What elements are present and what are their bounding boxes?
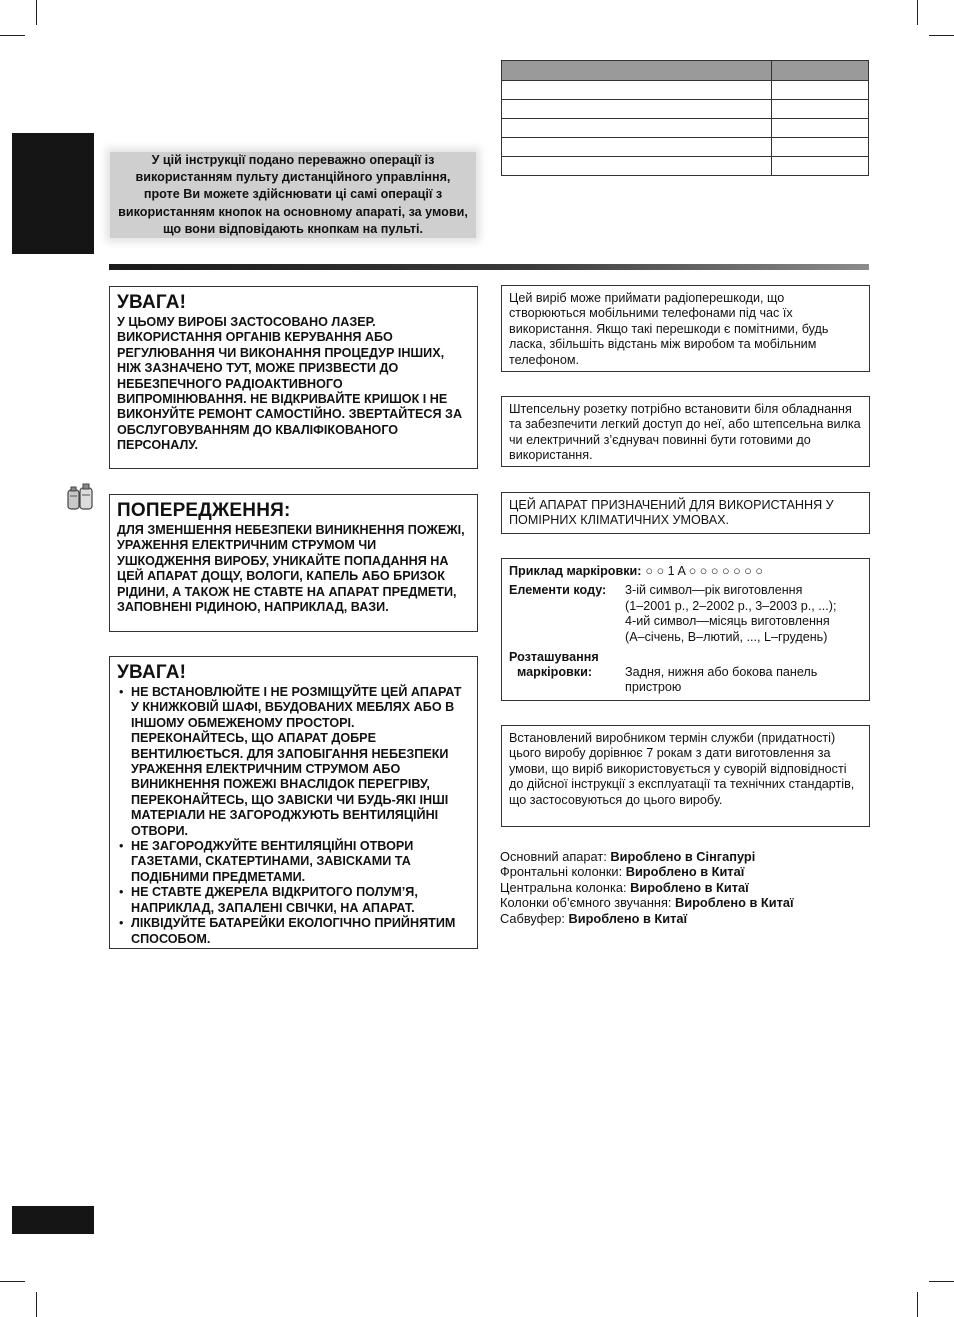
laser-warning-box [109, 286, 478, 469]
crop-mark [36, 1292, 37, 1317]
fire-warning-box [109, 494, 478, 632]
fire-warning-text: ДЛЯ ЗМЕНШЕННЯ НЕБЕЗПЕКИ ВИНИКНЕННЯ ПОЖЕЖІ, УРАЖЕННЯ ЕЛЕКТРИЧНИМ СТРУМОМ ЧИ УШКОДЖЕННЯ ВИРОБУ, УНИКАЙТЕ ПОПАДАННЯ НА ЦЕЙ АПАРАТ ДОЩУ, ВОЛОГИ, КАПЕЛЬ АБО БРИЗОК РІДИНИ, А ТАКОЖ НЕ СТАВТЕ НА АПАРАТ ПРЕДМЕТИ, ЗАПОВНЕНІ РІДИНОЮ, НАПРИКЛАД, ВАЗИ. [117, 523, 465, 615]
marking-code-line: (1–2001 р., 2–2002 р., 3–2003 р., ...); [625, 598, 837, 613]
table-row [502, 138, 869, 157]
crop-mark [0, 1281, 25, 1282]
remote-note [110, 152, 476, 238]
marking-code-row [509, 583, 862, 645]
accessories-table [501, 60, 869, 176]
battery-icon [65, 481, 95, 511]
climate-box [501, 492, 870, 534]
ventilation-warning-box [109, 656, 478, 949]
table-row [502, 100, 869, 119]
ventilation-warning-list [117, 685, 470, 947]
marking-code-label: Елементи коду: [509, 583, 607, 598]
marking-code-line: (A–січень, B–лютий, ..., L–грудень) [625, 629, 828, 644]
table-row [502, 81, 869, 100]
marking-example-label: Приклад маркіровки: [509, 564, 642, 578]
marking-location-label: Розташування маркіровки: [509, 650, 599, 680]
marking-location-row [509, 650, 862, 696]
made-in-item: Колонки об’ємного звучання: Вироблено в Китаї [500, 895, 794, 911]
marking-code-line: 3-ій символ—рік виготовлення [625, 583, 803, 598]
crop-mark [929, 35, 954, 36]
section-tab [12, 133, 94, 254]
section-divider [109, 264, 869, 270]
table-header-row [502, 61, 869, 81]
ventilation-warning-title: УВАГА! [117, 662, 187, 683]
list-item: • НЕ СТАВТЕ ДЖЕРЕЛА ВІДКРИТОГО ПОЛУМ’Я, НАПРИКЛАД, ЗАПАЛЕНІ СВІЧКИ, НА АПАРАТ. [117, 885, 470, 916]
table-row [502, 119, 869, 138]
laser-warning-text: У ЦЬОМУ ВИРОБІ ЗАСТОСОВАНО ЛАЗЕР. ВИКОРИСТАННЯ ОРГАНІВ КЕРУВАННЯ АБО РЕГУЛЮВАННЯ ЧИ ВИКОНАННЯ ПРОЦЕДУР ІНШИХ, НІЖ ЗАЗНАЧЕНО ТУТ, МОЖЕ ПРИЗВЕСТИ ДО НЕБЕЗПЕЧНОГО РАДІОАКТИВНОГО ВИПРОМІНЮВАННЯ. НЕ ВІДКРИВАЙТЕ КРИШОК І НЕ ВИКОНУЙТЕ РЕМОНТ САМОСТІЙНО. ЗВЕРТАЙТЕСЯ ЗА ОБСЛУГОВУВАННЯМ ДО КВАЛІФІКОВАНОГО ПЕРСОНАЛУ. [117, 315, 463, 453]
made-in-item: Центральна колонка: Вироблено в Китаї [500, 879, 749, 895]
made-in-item: Основний апарат: Вироблено в Сінгапурі [500, 849, 756, 864]
marking-box [501, 558, 870, 701]
marking-example-value: ○ ○ 1 A ○ ○ ○ ○ ○ ○ ○ [645, 564, 763, 578]
page-number-tab [12, 1206, 94, 1234]
remote-note-text: У цій інструкції подано переважно операції із використанням пульту дистанційного управління, проте Ви можете здійснювати ці самі операції з використанням кнопок на основному апараті, за умови, що вони відповідають кнопкам на пульті. [118, 153, 468, 236]
marking-code-value [625, 583, 862, 645]
made-in-list [500, 849, 794, 926]
marking-grid [509, 564, 862, 696]
made-in-item: Фронтальні колонки: Вироблено в Китаї [500, 864, 745, 880]
table-row [502, 157, 869, 176]
fire-warning-title: ПОПЕРЕДЖЕННЯ: [117, 500, 291, 521]
crop-mark [917, 1292, 918, 1317]
crop-mark [929, 1281, 954, 1282]
marking-code-line: 4-ий символ—місяць виготовлення [625, 614, 830, 629]
marking-example-row [509, 564, 862, 579]
list-item: • НЕ ВСТАНОВЛЮЙТЕ І НЕ РОЗМІЩУЙТЕ ЦЕЙ АПАРАТ У КНИЖКОВІЙ ШАФІ, ВБУДОВАНИХ МЕБЛЯХ АБО В ІНШОМУ ОБМЕЖЕНОМУ ПРОСТОРІ. ПЕРЕКОНАЙТЕСЬ, ЩО АПАРАТ ДОБРЕ ВЕНТИЛЮЄТЬСЯ. ДЛЯ ЗАПОБІГАННЯ НЕБЕЗПЕКИ УРАЖЕННЯ ЕЛЕКТРИЧНИМ СТРУМОМ АБО ВИНИКНЕННЯ ПОЖЕЖІ ВНАСЛІДОК ПЕРЕГРІВУ, ПЕРЕКОНАЙТЕСЬ, ЩО ЗАВІСКИ ЧИ БУДЬ-ЯКІ ІНШІ МАТЕРІАЛИ НЕ ЗАГОРОДЖУЮТЬ ВЕНТИЛЯЦІЙНІ ОТВОРИ. [117, 685, 470, 839]
service-life-box [501, 725, 870, 827]
crop-mark [0, 35, 25, 36]
climate-text: ЦЕЙ АПАРАТ ПРИЗНАЧЕНИЙ ДЛЯ ВИКОРИСТАННЯ У ПОМІРНИХ КЛІМАТИЧНИХ УМОВАХ. [509, 498, 834, 528]
mobile-interference-text: Цей виріб може приймати радіоперешкоди, що створюються мобільними телефонами під час їх використання. Якщо такі перешкоди є помітними, будь ласка, збільшіть відстань між виробом та мобільним телефоном. [509, 291, 829, 367]
list-item: • НЕ ЗАГОРОДЖУЙТЕ ВЕНТИЛЯЦІЙНІ ОТВОРИ ГАЗЕТАМИ, СКАТЕРТИНАМИ, ЗАВІСКАМИ ТА ПОДІБНИМИ ПРЕДМЕТАМИ. [117, 839, 470, 885]
service-life-text: Встановлений виробником термін служби (придатності) цього виробу дорівнює 7 рокам з дати виготовлення за умови, що виріб використовується у суворій відповідності до дійсної інструкції з експлуатації та технічних стандартів, що застосовуються до цього виробу. [509, 731, 855, 807]
socket-box [501, 396, 870, 467]
mobile-interference-box [501, 285, 870, 372]
crop-mark [917, 0, 918, 25]
list-item: • ЛІКВІДУЙТЕ БАТАРЕЙКИ ЕКОЛОГІЧНО ПРИЙНЯТИМ СПОСОБОМ. [117, 916, 470, 947]
made-in-item: Сабвуфер: Вироблено в Китаї [500, 910, 688, 926]
socket-text: Штепсельну розетку потрібно встановити біля обладнання та забезпечити легкий доступ до неї, або штепсельна вилка чи електричний з’єднувач повинні бути готовими до використання. [509, 402, 861, 463]
laser-warning-title: УВАГА! [117, 292, 187, 313]
crop-mark [36, 0, 37, 25]
marking-location-value: Задня, нижня або бокова панель пристрою [625, 665, 818, 695]
